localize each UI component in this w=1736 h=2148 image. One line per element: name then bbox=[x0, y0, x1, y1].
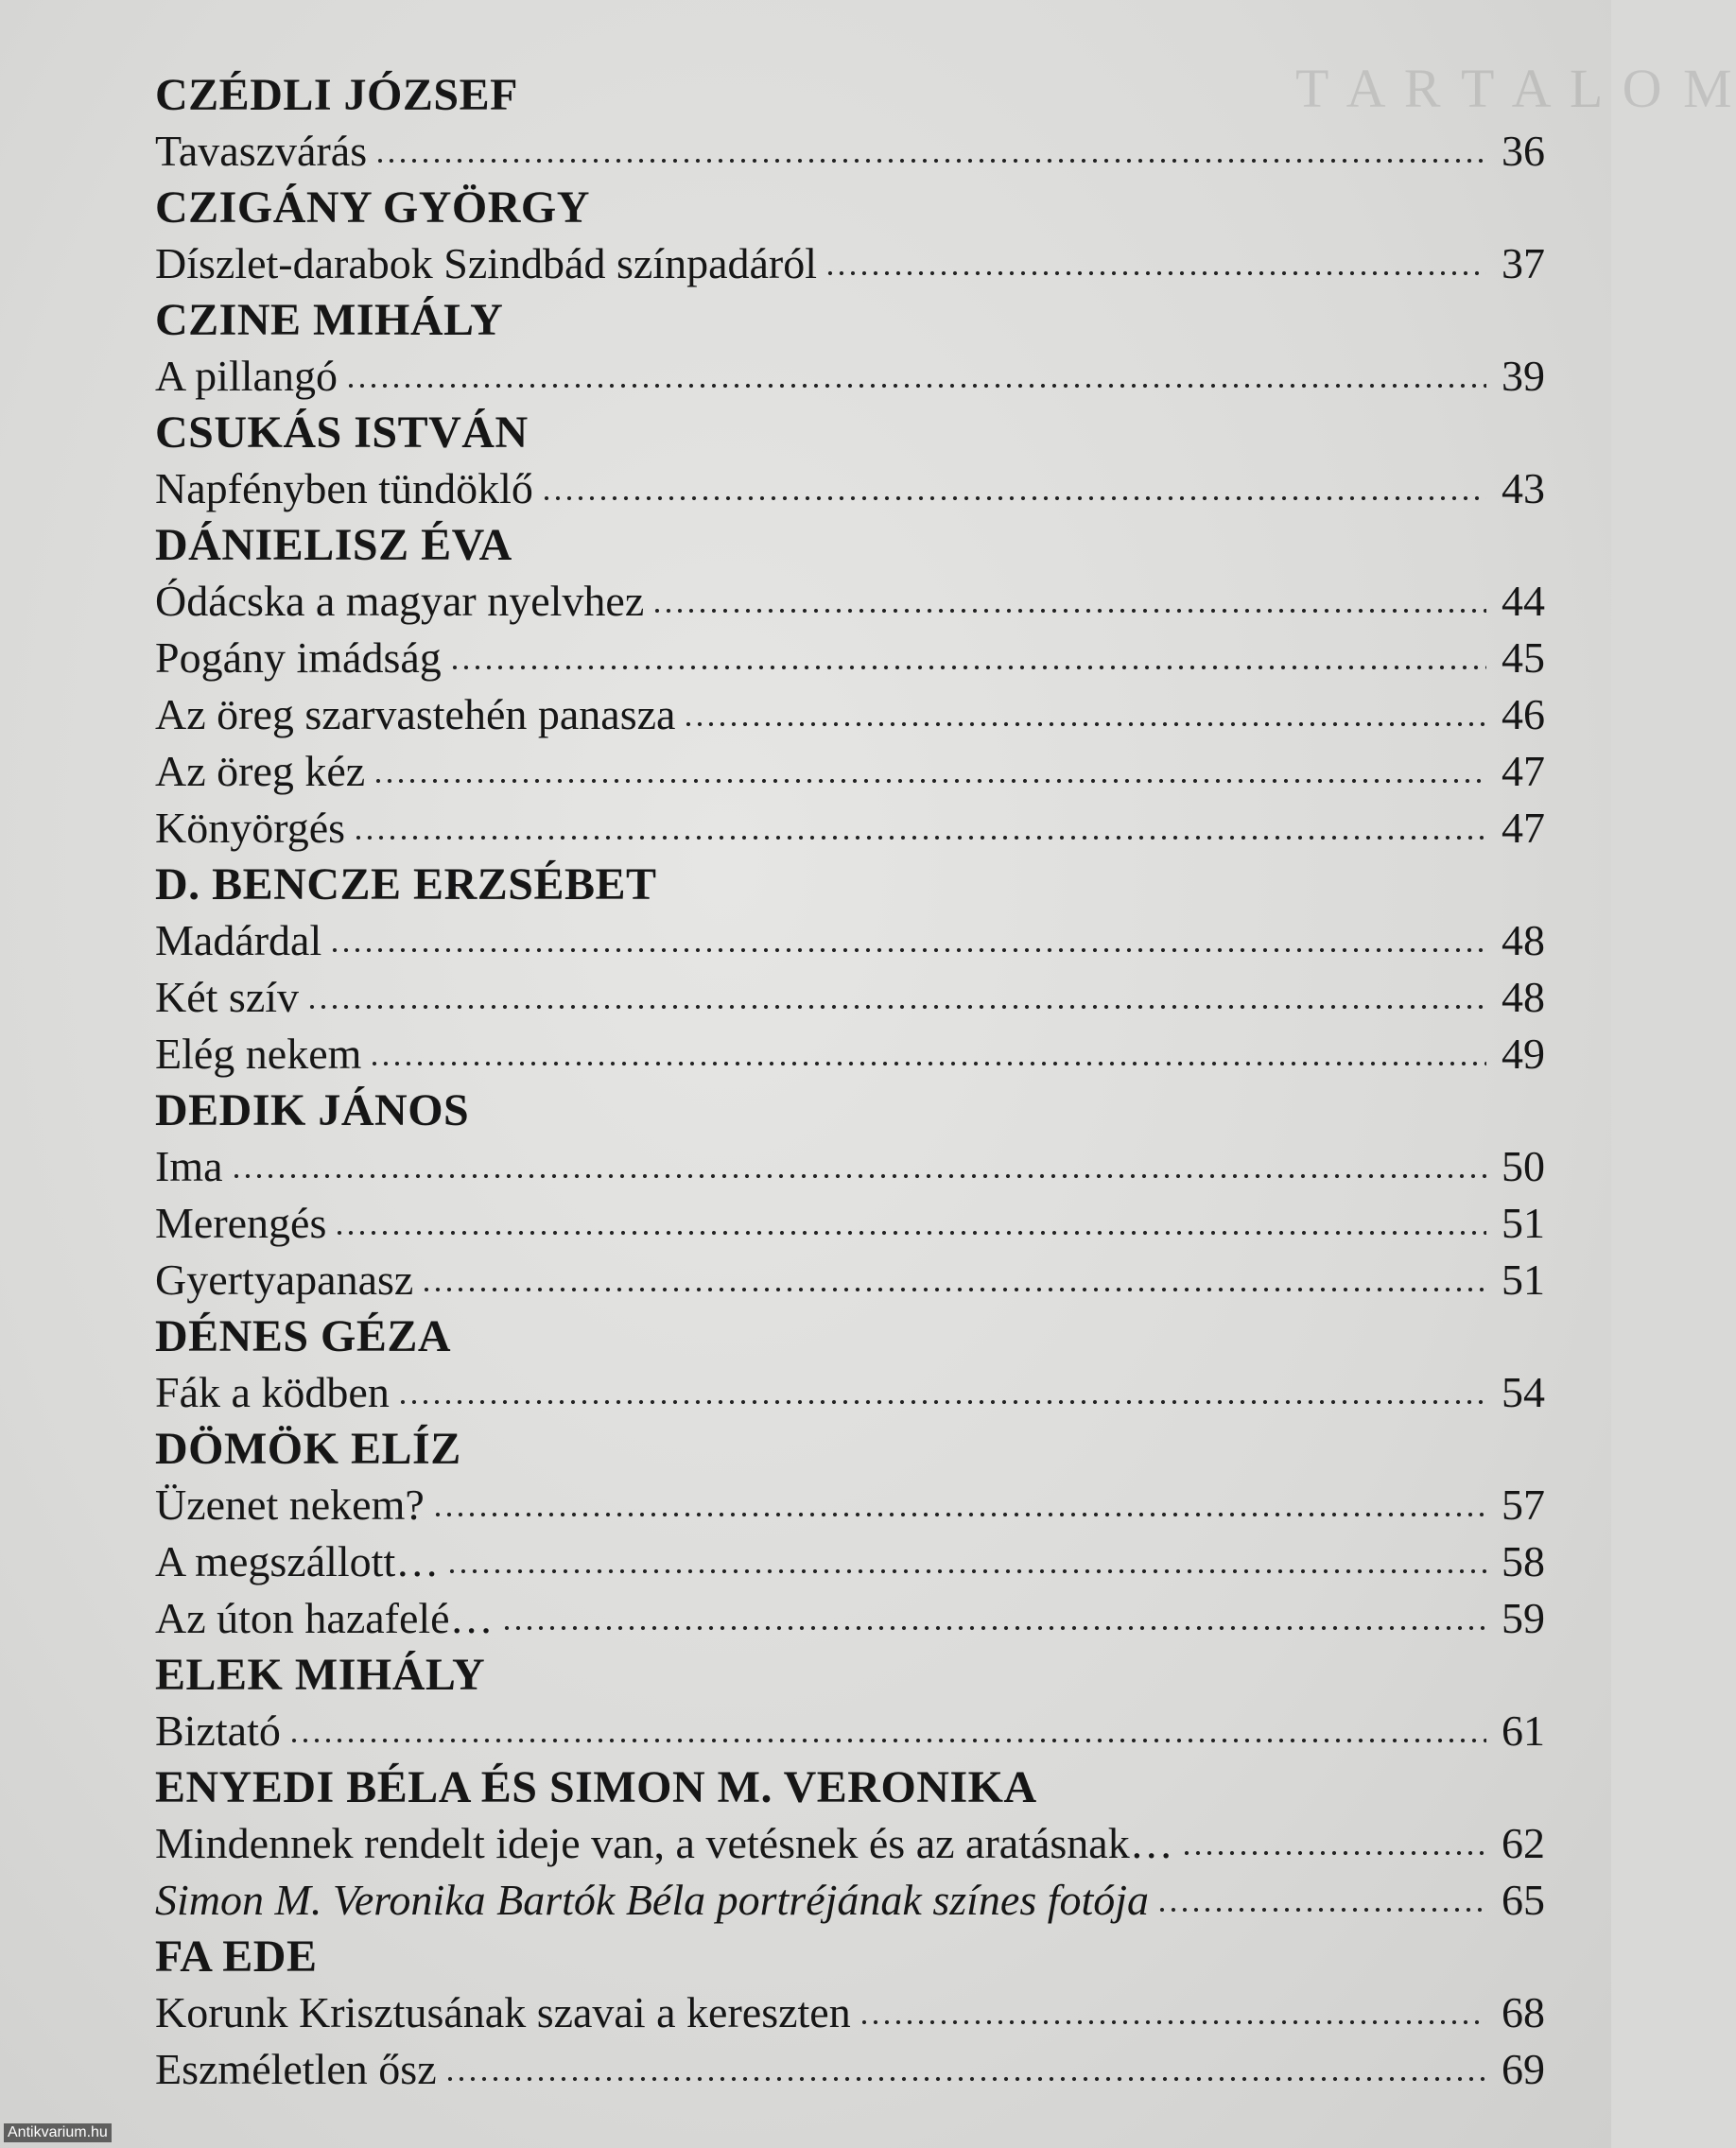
toc-entry bbox=[155, 124, 1545, 181]
dot-leader bbox=[446, 1565, 1486, 1578]
toc-entry bbox=[155, 2042, 1545, 2099]
toc-entry bbox=[155, 236, 1545, 293]
entry-title: Két szív bbox=[155, 973, 300, 1021]
page-number: 43 bbox=[1502, 464, 1545, 512]
author-heading: ELEK MIHÁLY bbox=[155, 1650, 486, 1700]
author-heading: ENYEDI BÉLA ÉS SIMON M. VERONIKA bbox=[155, 1762, 1037, 1812]
dot-leader bbox=[374, 154, 1486, 167]
toc-entry bbox=[155, 1365, 1545, 1422]
toc-entry bbox=[155, 461, 1545, 518]
dot-leader bbox=[1156, 1903, 1486, 1916]
dot-leader bbox=[353, 831, 1486, 844]
entry-title: Napfényben tündöklő bbox=[155, 464, 533, 512]
author-heading: CSUKÁS ISTVÁN bbox=[155, 407, 529, 458]
dot-leader bbox=[541, 492, 1486, 505]
dot-leader bbox=[421, 1283, 1486, 1296]
toc-entry bbox=[155, 1591, 1545, 1648]
page-number: 39 bbox=[1502, 352, 1545, 400]
author-heading: CZIGÁNY GYÖRGY bbox=[155, 182, 590, 233]
dot-leader bbox=[825, 267, 1486, 280]
entry-title: Díszlet-darabok Szindbád színpadáról bbox=[155, 239, 817, 287]
entry-title: Korunk Krisztusának szavai a kereszten bbox=[155, 1988, 851, 2036]
toc-entry bbox=[155, 631, 1545, 687]
dot-leader bbox=[369, 1057, 1486, 1070]
toc-entry bbox=[155, 1873, 1545, 1930]
toc-entry bbox=[155, 574, 1545, 631]
author-heading: DEDIK JÁNOS bbox=[155, 1085, 470, 1135]
author-heading: D. BENCZE ERZSÉBET bbox=[155, 859, 657, 909]
entry-title: Merengés bbox=[155, 1199, 327, 1247]
dot-leader bbox=[306, 1000, 1486, 1013]
entry-title: Az öreg kéz bbox=[155, 747, 366, 795]
entry-title: Az öreg szarvastehén panasza bbox=[155, 690, 676, 738]
page-number: 57 bbox=[1502, 1481, 1545, 1529]
author-heading: DÉNES GÉZA bbox=[155, 1311, 452, 1361]
dot-leader bbox=[501, 1621, 1486, 1635]
toc-entry bbox=[155, 1196, 1545, 1253]
dot-leader bbox=[444, 2072, 1486, 2086]
entry-title: Pogány imádság bbox=[155, 633, 442, 682]
dot-leader bbox=[432, 1508, 1486, 1521]
entry-title: Gyertyapanasz bbox=[155, 1256, 414, 1304]
toc-entry bbox=[155, 744, 1545, 801]
dot-leader bbox=[651, 604, 1486, 617]
page-number: 62 bbox=[1502, 1819, 1545, 1867]
toc-entry bbox=[155, 1985, 1545, 2042]
entry-title: Könyörgés bbox=[155, 804, 346, 852]
table-of-contents bbox=[155, 68, 1545, 2099]
entry-title: Az úton hazafelé… bbox=[155, 1594, 494, 1642]
toc-entry bbox=[155, 687, 1545, 744]
entry-title: Ima bbox=[155, 1142, 223, 1190]
author-heading: CZINE MIHÁLY bbox=[155, 295, 504, 345]
dot-leader bbox=[1181, 1846, 1486, 1860]
page-number: 69 bbox=[1502, 2045, 1545, 2093]
entry-title: Mindennek rendelt ideje van, a vetésnek és az aratásnak… bbox=[155, 1819, 1173, 1867]
page-number: 46 bbox=[1502, 690, 1545, 738]
toc-entry bbox=[155, 1478, 1545, 1534]
dot-leader bbox=[345, 379, 1486, 392]
entry-title: A pillangó bbox=[155, 352, 338, 400]
page-number: 68 bbox=[1502, 1988, 1545, 2036]
entry-title: Biztató bbox=[155, 1706, 281, 1755]
page-number: 48 bbox=[1502, 916, 1545, 964]
page-number: 51 bbox=[1502, 1199, 1545, 1247]
dot-leader bbox=[449, 661, 1486, 674]
entry-title: Üzenet nekem? bbox=[155, 1481, 425, 1529]
page-number: 37 bbox=[1502, 239, 1545, 287]
watermark: Antikvarium.hu bbox=[4, 2123, 112, 2142]
dot-leader bbox=[231, 1169, 1486, 1183]
page-number: 36 bbox=[1502, 127, 1545, 175]
entry-title: Tavaszvárás bbox=[155, 127, 368, 175]
entry-title: Eszméletlen ősz bbox=[155, 2045, 437, 2093]
toc-entry bbox=[155, 349, 1545, 406]
dot-leader bbox=[397, 1395, 1486, 1409]
toc-entry bbox=[155, 913, 1545, 970]
dot-leader bbox=[859, 2016, 1486, 2029]
toc-entry bbox=[155, 1027, 1545, 1083]
page-number: 59 bbox=[1502, 1594, 1545, 1642]
toc-entry bbox=[155, 801, 1545, 857]
page-number: 49 bbox=[1502, 1030, 1545, 1078]
dot-leader bbox=[329, 944, 1486, 957]
entry-title: Elég nekem bbox=[155, 1030, 362, 1078]
toc-entry bbox=[155, 1534, 1545, 1591]
toc-entry bbox=[155, 1253, 1545, 1309]
entry-title: A megszállott… bbox=[155, 1537, 440, 1585]
dot-leader bbox=[334, 1226, 1486, 1239]
page-number: 54 bbox=[1502, 1368, 1545, 1416]
dot-leader bbox=[373, 774, 1486, 788]
entry-title: Fák a ködben bbox=[155, 1368, 390, 1416]
page-number: 47 bbox=[1502, 747, 1545, 795]
page-number: 48 bbox=[1502, 973, 1545, 1021]
page-number: 44 bbox=[1502, 577, 1545, 625]
show-through-text: T A R T A L O M bbox=[1295, 58, 1736, 119]
author-heading: DÁNIELISZ ÉVA bbox=[155, 520, 512, 570]
page-number: 51 bbox=[1502, 1256, 1545, 1304]
dot-leader bbox=[288, 1734, 1486, 1747]
page-number: 65 bbox=[1502, 1876, 1545, 1924]
toc-entry bbox=[155, 1816, 1545, 1873]
toc-entry bbox=[155, 1139, 1545, 1196]
entry-title: Simon M. Veronika Bartók Béla portréjának színes fotója bbox=[155, 1876, 1150, 1924]
author-heading: CZÉDLI JÓZSEF bbox=[155, 70, 518, 120]
toc-entry bbox=[155, 1704, 1545, 1760]
author-heading: DÖMÖK ELÍZ bbox=[155, 1424, 461, 1474]
entry-title: Ódácska a magyar nyelvhez bbox=[155, 577, 645, 625]
entry-title: Madárdal bbox=[155, 916, 322, 964]
page-number: 45 bbox=[1502, 633, 1545, 682]
page-number: 47 bbox=[1502, 804, 1545, 852]
page-number: 61 bbox=[1502, 1706, 1545, 1755]
dot-leader bbox=[683, 718, 1486, 731]
page-number: 50 bbox=[1502, 1142, 1545, 1190]
toc-entry bbox=[155, 970, 1545, 1027]
author-heading: FA EDE bbox=[155, 1931, 318, 1982]
page-number: 58 bbox=[1502, 1537, 1545, 1585]
